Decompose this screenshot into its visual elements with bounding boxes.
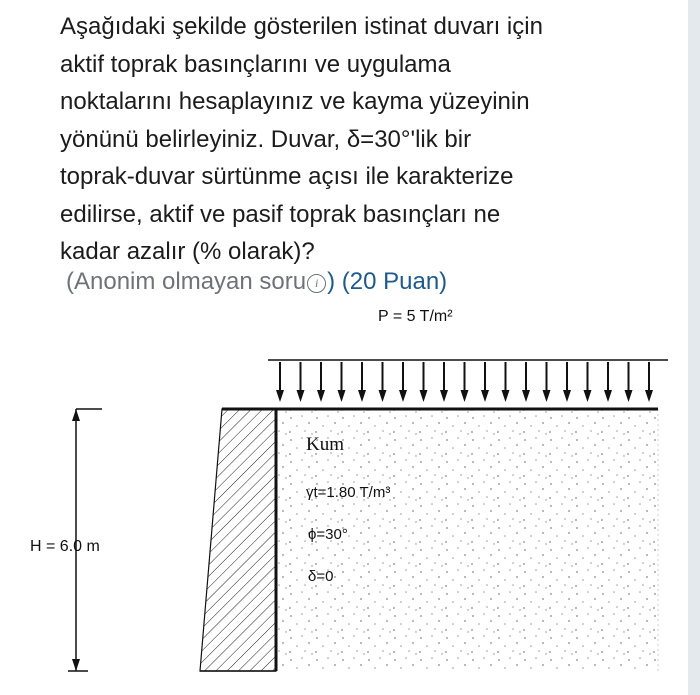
page-scroll-strip [688,0,700,695]
load-arrows [276,362,653,402]
load-arrow-head [604,390,612,402]
points-label: ) (20 Puan) [327,268,448,295]
load-arrow-head [440,390,448,402]
friction-angle-label: ϕ=30° [308,526,348,543]
surcharge-label: P = 5 T/m² [378,308,453,325]
load-arrow-head [461,390,469,402]
question-meta [66,268,447,296]
load-arrow-head [276,390,284,402]
load-arrow-head [317,390,325,402]
retaining-wall [200,409,276,671]
anonymity-label: (Anonim olmayan soru [66,268,307,295]
load-arrow-head [297,390,305,402]
dimension-arrow-top [72,409,80,421]
question-text: Aşağıdaki şekilde gösterilen istinat duvarı için aktif toprak basınçlarını ve uygulama noktalarını hesaplayınız ve kayma yüzeyinin yönünü belirleyiniz. Duvar, δ=30°'lik bir toprak-duvar sürtünme açısı ile karakterize edilirse, aktif ve pasif toprak basınçları ne kadar azalır (% olarak)? [60,13,543,265]
unit-weight-label: γt=1.80 T/m³ [306,484,391,501]
load-arrow-head [481,390,489,402]
load-arrow-head [379,390,387,402]
wall-friction-label: δ=0 [308,568,334,585]
load-arrow-head [645,390,653,402]
retaining-wall-figure [28,304,668,684]
load-arrow-head [522,390,530,402]
dimension-arrow-bottom [72,659,80,671]
load-arrow-head [563,390,571,402]
load-arrow-head [543,390,551,402]
load-arrow-head [338,390,346,402]
load-arrow-head [399,390,407,402]
soil-name-label: Kum [306,434,344,455]
load-arrow-head [420,390,428,402]
info-icon[interactable]: i [307,274,326,293]
load-arrow-head [502,390,510,402]
height-label: H = 6.0 m [30,538,100,555]
load-arrow-head [584,390,592,402]
load-arrow-head [625,390,633,402]
load-arrow-head [358,390,366,402]
